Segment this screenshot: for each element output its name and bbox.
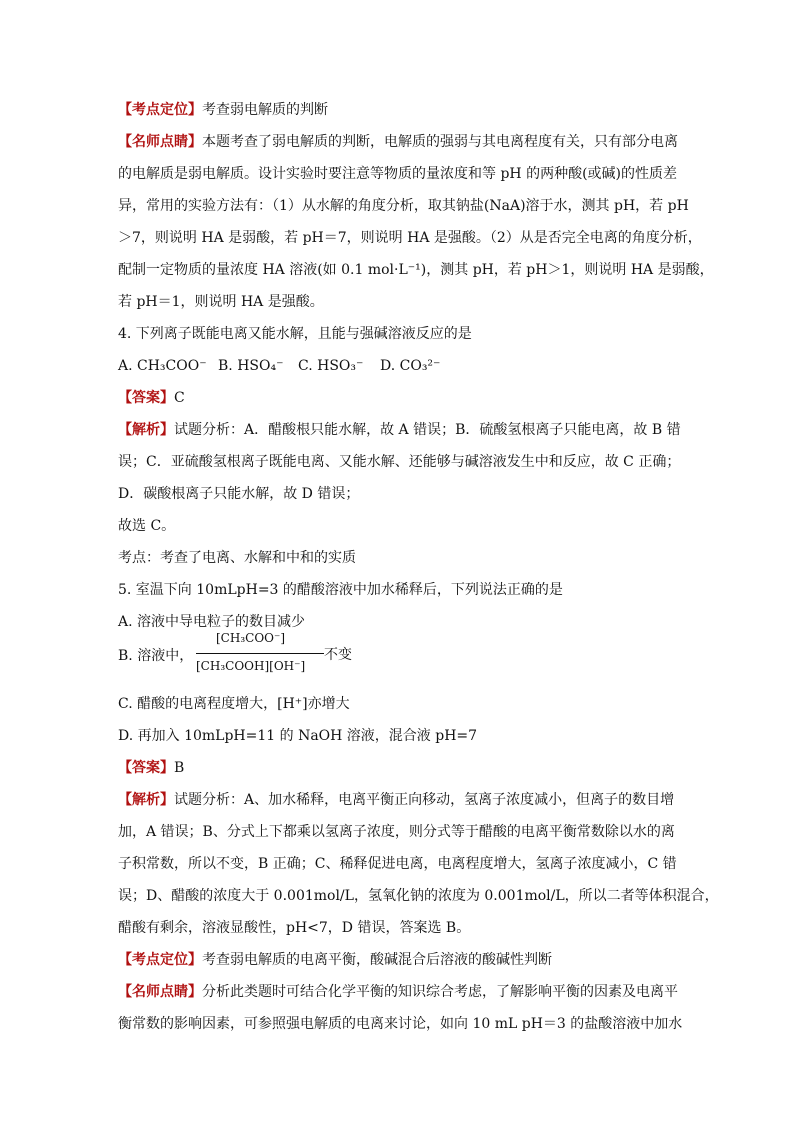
text-line: 误；D、醋酸的浓度大于 0.001mol/L，氢氧化钠的浓度为 0.001mol/L，所以二者等体积混合， <box>118 888 719 904</box>
question-4-option-a: A. CH₃COO⁻ <box>118 358 207 374</box>
answer-value: B <box>174 760 185 776</box>
fraction-denominator: [CH₃COOH][OH⁻] <box>196 659 306 673</box>
section-text: 分析此类题时可结合化学平衡的知识综合考虑，了解影响平衡的因素及电离平 <box>202 984 678 1000</box>
question-4: 4. 下列离子既能电离又能水解，且能与强碱溶液反应的是 <box>118 326 472 342</box>
question-5: 5. 室温下向 10mLpH=3 的醋酸溶液中加水稀释后，下列说法正确的是 <box>118 582 563 598</box>
answer-5 <box>118 758 184 778</box>
answer-4 <box>118 388 185 408</box>
question-4-option-c: C. HSO₃⁻ <box>298 358 364 374</box>
answer-value: C <box>174 390 185 406</box>
section-tag: 【考点定位】 <box>118 102 202 118</box>
section-tag: 【答案】 <box>118 760 174 776</box>
kaodian-line-1 <box>118 100 328 120</box>
section-text: 试题分析：A．醋酸根只能水解，故 A 错误；B．硫酸氢根离子只能电离，故 B 错 <box>174 422 681 438</box>
question-5-option-b-prefix: B. 溶液中， <box>118 648 194 664</box>
fraction-bar <box>196 653 324 654</box>
analysis-4-line-1 <box>118 420 681 440</box>
text-line: 衡常数的影响因素，可参照强电解质的电离来讨论，如向 10 mL pH＝3 的盐酸溶液中加水 <box>118 1016 683 1032</box>
text-line: 加，A 错误；B、分式上下都乘以氢离子浓度，则分式等于醋酸的电离平衡常数除以水的离 <box>118 824 675 840</box>
text-line: 配制一定物质的量浓度 HA 溶液(如 0.1 mol·L⁻¹)，测其 pH，若 pH＞1，则说明 HA 是弱酸， <box>118 262 714 278</box>
dianjing-line-1 <box>118 132 678 152</box>
section-text: 考查弱电解质的电离平衡，酸碱混合后溶液的酸碱性判断 <box>202 952 552 968</box>
question-5-option-d: D. 再加入 10mLpH=11 的 NaOH 溶液，混合液 pH=7 <box>118 728 478 744</box>
text-line: 若 pH＝1，则说明 HA 是强酸。 <box>118 294 324 310</box>
text-line: 误；C．亚硫酸氢根离子既能电离、又能水解、还能够与碱溶液发生中和反应，故 C 正确； <box>118 454 681 470</box>
text-line: D．碳酸根离子只能水解，故 D 错误； <box>118 486 360 502</box>
fraction <box>196 631 396 681</box>
dianjing-line-5 <box>118 982 678 1002</box>
text-line: 异，常用的实验方法有：（1）从水解的角度分析，取其钠盐(NaA)溶于水，测其 pH，若 pH <box>118 198 689 214</box>
text-line: ＞7，则说明 HA 是弱酸，若 pH＝7，则说明 HA 是强酸。（2）从是否完全电离的角度分析， <box>118 230 702 246</box>
question-5-option-a: A. 溶液中导电粒子的数目减少 <box>118 614 306 630</box>
section-tag: 【考点定位】 <box>118 952 202 968</box>
text-line: 子积常数，所以不变，B 正确；C、稀释促进电离，电离程度增大，氢离子浓度减小，C 错 <box>118 856 677 872</box>
analysis-5-line-1 <box>118 790 674 810</box>
fraction-numerator: [CH₃COO⁻] <box>216 631 286 645</box>
question-4-option-b: B. HSO₄⁻ <box>218 358 284 374</box>
kaodian-4: 考点：考查了电离、水解和中和的实质 <box>118 550 356 566</box>
section-tag: 【解析】 <box>118 792 174 808</box>
text-line: 的电解质是弱电解质。设计实验时要注意等物质的量浓度和等 pH 的两种酸(或碱)的性质差 <box>118 166 677 182</box>
question-5-option-c: C. 醋酸的电离程度增大，[H⁺]亦增大 <box>118 696 350 712</box>
section-text: 试题分析：A、加水稀释，电离平衡正向移动，氢离子浓度减小，但离子的数目增 <box>174 792 675 808</box>
question-4-option-d: D. CO₃²⁻ <box>380 358 441 374</box>
text-line: 故选 C。 <box>118 518 176 534</box>
section-text: 本题考查了弱电解质的判断，电解质的强弱与其电离程度有关，只有部分电离 <box>202 134 678 150</box>
text-line: 醋酸有剩余，溶液显酸性，pH<7，D 错误，答案选 B。 <box>118 920 471 936</box>
section-tag: 【答案】 <box>118 390 174 406</box>
kaodian-line-5 <box>118 950 552 970</box>
fraction-suffix: 不变 <box>324 647 352 663</box>
section-tag: 【名师点睛】 <box>118 134 202 150</box>
section-text: 考查弱电解质的判断 <box>202 102 328 118</box>
section-tag: 【解析】 <box>118 422 174 438</box>
section-tag: 【名师点睛】 <box>118 984 202 1000</box>
